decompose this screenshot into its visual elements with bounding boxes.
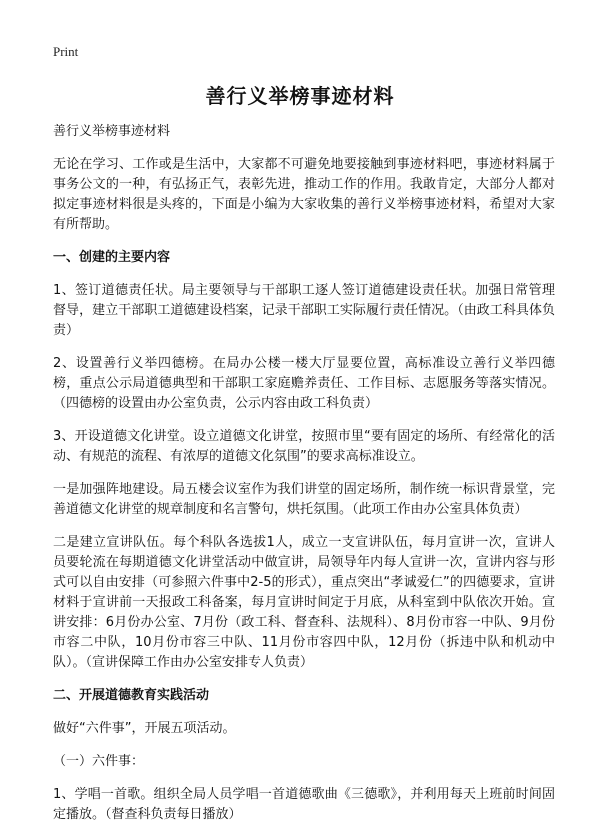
section-2-intro: 做好“六件事”，开展五项活动。 [53,721,236,736]
sub-item-1: 1、学唱一首歌。组织全局人员学唱一首道德歌曲《三德歌》，并利用每天上班前时间固定播放。（督查科负责每日播放） [53,787,555,822]
page-title: 善行义举榜事迹材料 [205,84,395,108]
paragraph-item-3b: 二是建立宣讲队伍。每个科队各选拔1人，成立一支宣讲队伍，每月宣讲一次，宣讲人员要轮流在每期道德文化讲堂活动中做宣讲，局领导年内每人宣讲一次，宣讲内容与形式可以自由安排（可参照六件事中2-5的形式），重点突出“孝诚爱仁”的四德要求，宣讲材料于宣讲前一天报政工科备案，每月宣讲时间定于月底，从科室到中队依次开始。宣讲安排：6月份办公室、7月份（政工科、督查科、法规科）、8月份市容一中队、9月份市容二中队，10月份市容三中队、11月份市容四中队，12月份（拆违中队和机动中队）。（宣讲保障工作由办公室安排专人负责） [53,535,555,670]
section-heading-2: 二、开展道德教育实践活动 [53,688,210,703]
paragraph-item-2: 2、设置善行义举四德榜。在局办公楼一楼大厅显要位置，高标准设立善行义举四德榜，重点公示局道德典型和干部职工家庭赡养责任、工作目标、志愿服务等落实情况。（四德榜的设置由办公室负责，公示内容由政工科负责） [53,356,555,411]
sub-heading: （一）六件事： [53,754,145,769]
paragraph-item-1: 1、签订道德责任状。局主要领导与干部职工逐人签订道德建设责任状。加强日常管理督导，建立干部职工道德建设档案，记录干部职工实际履行责任情况。（由政工科具体负责） [53,283,555,338]
document-subtitle: 善行义举榜事迹材料 [53,124,171,139]
paragraph-item-3a: 一是加强阵地建设。局五楼会议室作为我们讲堂的固定场所，制作统一标识背景堂，完善道德文化讲堂的规章制度和名言警句，烘托氛围。（此项工作由办公室具体负责） [53,482,555,517]
paragraph-item-3: 3、开设道德文化讲堂。设立道德文化讲堂，按照市里“要有固定的场所、有经常化的活动、有规范的流程、有浓厚的道德文化氛围”的要求高标准设立。 [53,429,555,464]
print-link[interactable]: Print [53,44,79,59]
section-heading-1: 一、创建的主要内容 [53,250,171,265]
document-body [53,122,555,838]
intro-paragraph: 无论在学习、工作或是生活中，大家都不可避免地要接触到事迹材料吧，事迹材料属于事务公文的一种，有弘扬正气，表彰先进，推动工作的作用。我敢肯定，大部分人都对拟定事迹材料很是头疼的，下面是小编为大家收集的善行义举榜事迹材料，希望对大家有所帮助。 [53,157,555,232]
